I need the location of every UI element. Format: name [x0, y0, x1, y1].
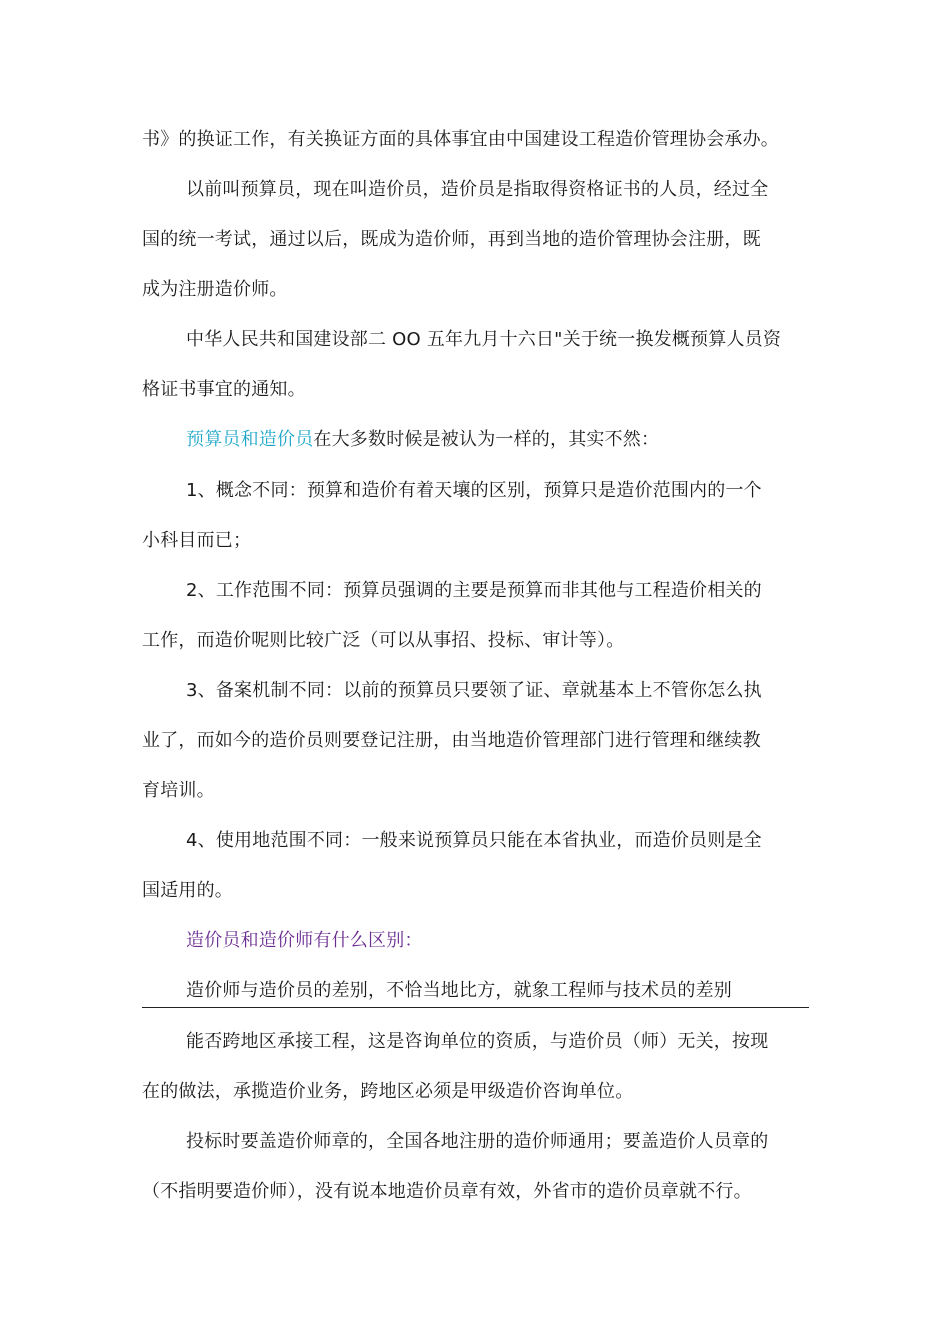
- section-heading: 预算员和造价员: [186, 429, 314, 450]
- paragraph-line: 国的统一考试，通过以后，既成为造价师，再到当地的造价管理协会注册，既: [142, 229, 761, 250]
- paragraph-text: 在大多数时候是被认为一样的，其实不然：: [313, 429, 660, 450]
- section-heading: 造价员和造价师有什么区别：: [186, 930, 423, 951]
- list-item-line: 4、使用地范围不同：一般来说预算员只能在本省执业，而造价员则是全: [186, 830, 762, 851]
- paragraph-line: （不指明要造价师），没有说本地造价员章有效，外省市的造价员章就不行。: [142, 1181, 752, 1202]
- paragraph-line: 格证书事宜的通知。: [142, 379, 306, 400]
- paragraph-line: 投标时要盖造价师章的，全国各地注册的造价师通用；要盖造价人员章的: [186, 1131, 769, 1152]
- paragraph-line: 中华人民共和国建设部二 OO 五年九月十六日"关于统一换发概预算人员资: [186, 329, 782, 350]
- paragraph-line: 造价师与造价员的差别，不恰当地比方，就象工程师与技术员的差别: [186, 980, 732, 1001]
- list-item-line: 育培训。: [142, 780, 215, 801]
- list-item-line: 国适用的。: [142, 880, 233, 901]
- list-item-line: 工作，而造价呢则比较广泛（可以从事招、投标、审计等）。: [142, 630, 625, 651]
- paragraph-line: 在的做法，承揽造价业务，跨地区必须是甲级造价咨询单位。: [142, 1081, 634, 1102]
- list-item-line: 1、概念不同：预算和造价有着天壤的区别，预算只是造价范围内的一个: [186, 480, 762, 501]
- paragraph-line: 能否跨地区承接工程，这是咨询单位的资质，与造价员（师）无关，按现: [186, 1031, 769, 1052]
- paragraph-line: 成为注册造价师。: [142, 279, 288, 300]
- list-item-line: 3、备案机制不同：以前的预算员只要领了证、章就基本上不管你怎么执: [186, 680, 762, 701]
- paragraph-line: 以前叫预算员，现在叫造价员，造价员是指取得资格证书的人员，经过全: [186, 179, 769, 200]
- paragraph-line: [0, 428, 950, 452]
- horizontal-divider: [142, 1007, 809, 1008]
- list-item-line: 小科目而已；: [142, 530, 252, 551]
- paragraph-line: 书》的换证工作，有关换证方面的具体事宜由中国建设工程造价管理协会承办。: [142, 129, 779, 150]
- list-item-line: 2、工作范围不同：预算员强调的主要是预算而非其他与工程造价相关的: [186, 580, 762, 601]
- list-item-line: 业了，而如今的造价员则要登记注册，由当地造价管理部门进行管理和继续教: [142, 730, 761, 751]
